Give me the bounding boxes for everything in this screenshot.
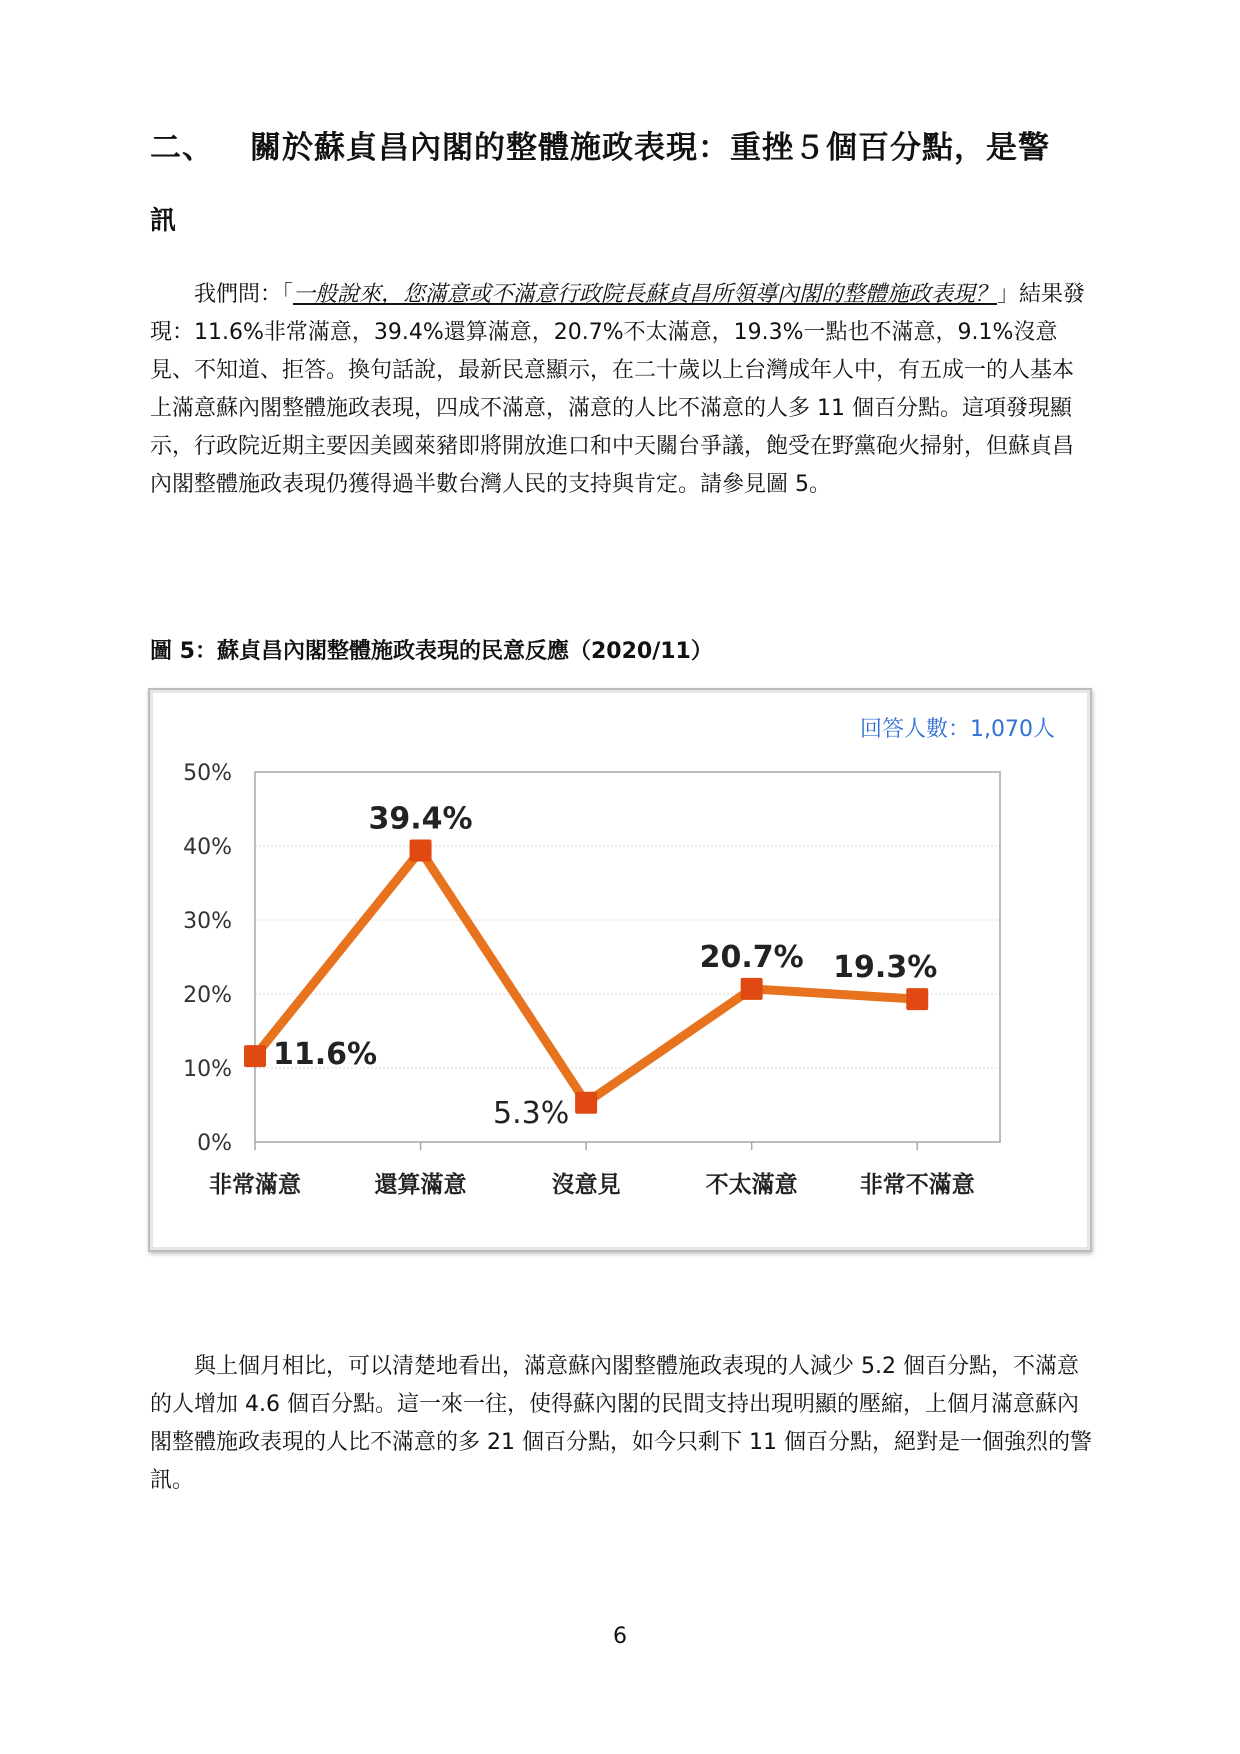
chart-frame [148,688,1092,1252]
x-category-label: 還算滿意 [374,1172,467,1198]
figure-caption: 圖 5：蘇貞昌內閣整體施政表現的民意反應（2020/11） [150,639,713,664]
survey-question: 一般說來，您滿意或不滿意行政院長蘇貞昌所領導內閣的整體施政表現？ [293,282,998,307]
y-tick-label: 0% [197,1131,232,1156]
page-number: 6 [613,1624,627,1649]
data-label: 20.7% [699,939,804,975]
x-category-label: 沒意見 [551,1172,621,1198]
section-number: 二、 [150,130,214,166]
data-point [741,978,763,1000]
conclusion-paragraph [150,1348,1095,1500]
section-title: 關於蘇貞昌內閣的整體施政表現：重挫５個百分點，是警 [250,130,1050,166]
data-point [410,839,432,861]
y-tick-label: 30% [183,909,232,934]
section-heading [150,122,1100,167]
conclusion-text: 與上個月相比，可以清楚地看出，滿意蘇內閣整體施政表現的人減少 5.2 個百分點，不滿意的人增加 4.6 個百分點。這一來一往，使得蘇內閣的民間支持出現明顯的壓縮，上個月滿意蘇內閣整體施政表現的人比不滿意的多 21 個百分點，如今只剩下 11 個百分點，絕對是一個強烈的警訊。 [150,1354,1092,1493]
data-label: 11.6% [272,1037,378,1073]
intro-body: 結果發現：11.6%非常滿意，39.4%還算滿意，20.7%不太滿意，19.3%一點也不滿意，9.1%沒意見、不知道、拒答。換句話說，最新民意顯示，在二十歲以上台灣成年人中，有五成一的人基本上滿意蘇內閣整體施政表現，四成不滿意，滿意的人比不滿意的人多 11 個百分點。這項發現顯示，行政院近期主要因美國萊豬即將開放進口和中天關台爭議，飽受在野黨砲火掃射，但蘇貞昌內閣整體施政表現仍獲得過半數台灣人民的支持與肯定。請參見圖 5。 [150,282,1086,497]
data-point [575,1092,597,1114]
y-tick-label: 50% [183,761,232,786]
data-label: 5.3% [493,1095,570,1131]
intro-paragraph [150,276,1095,504]
x-category-label: 不太滿意 [705,1172,798,1198]
data-label: 19.3% [833,950,938,986]
data-point [906,988,928,1010]
y-tick-label: 40% [183,835,232,860]
respondent-count-note: 回答人數：1,070人 [860,717,1055,742]
data-label: 39.4% [368,801,473,837]
x-category-label: 非常滿意 [209,1172,301,1198]
question-lead: 我們問：「 [194,282,294,307]
section-title-continuation: 訊 [150,206,177,236]
x-category-label: 非常不滿意 [859,1172,975,1198]
data-point [244,1045,266,1067]
y-tick-label: 20% [183,983,232,1008]
y-tick-label: 10% [183,1057,232,1082]
question-close: 」 [997,282,1020,307]
line-chart [150,690,1090,1250]
